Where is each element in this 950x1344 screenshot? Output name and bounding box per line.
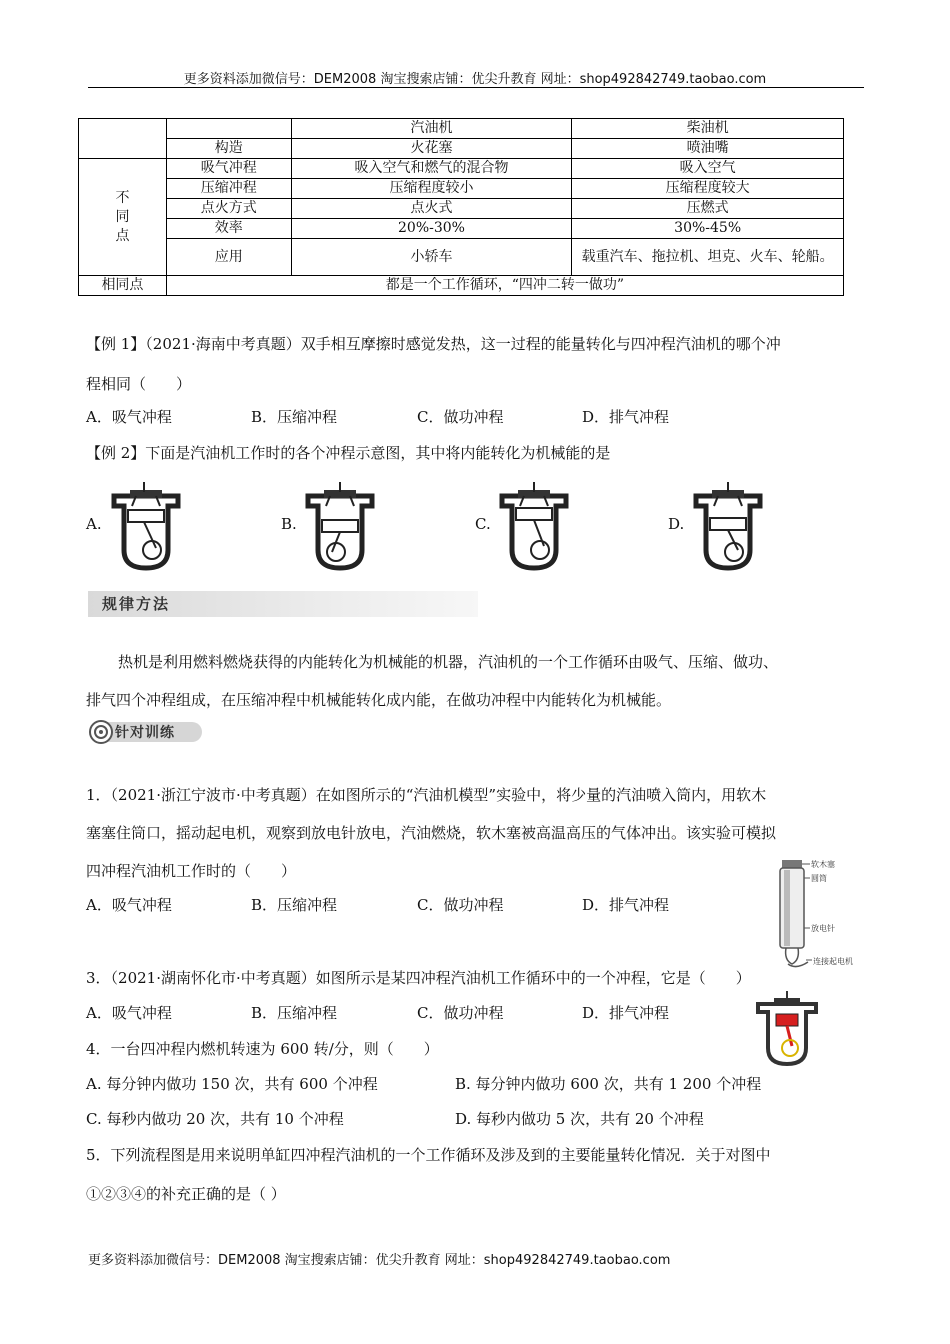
ex1-option-d: D．排气冲程 xyxy=(582,408,670,426)
page-header: 更多资料添加微信号：DEM2008 淘宝搜索店铺：优尖升教育 网址：shop492842749.taobao.com xyxy=(183,72,767,87)
label-cylinder: 圆筒 xyxy=(811,874,827,883)
engine-diagram-a xyxy=(104,480,188,572)
training-title: 针对训练 xyxy=(115,725,175,741)
q1-option-c: C．做功冲程 xyxy=(417,896,504,914)
q4-option-a: A. 每分钟内做功 150 次，共有 600 个冲程 xyxy=(86,1075,378,1093)
q3-option-a: A．吸气冲程 xyxy=(86,1004,172,1022)
cylinder-model-figure xyxy=(762,856,862,976)
table-cell: 都是一个工作循环，“四冲二转一做功” xyxy=(166,276,843,296)
diff-label-text: 不 同 点 xyxy=(115,189,130,244)
table-row xyxy=(79,219,844,239)
table-cell: 20%-30% xyxy=(291,219,572,239)
ex2-label-d: D. xyxy=(668,515,685,533)
page-footer: 更多资料添加微信号：DEM2008 淘宝搜索店铺：优尖升教育 网址：shop492842749.taobao.com xyxy=(88,1253,671,1268)
table-row xyxy=(79,139,844,159)
engine-diagram-d xyxy=(686,480,770,572)
label-needle: 放电针 xyxy=(811,924,835,933)
q3-option-b: B．压缩冲程 xyxy=(251,1004,338,1022)
table-row xyxy=(79,239,844,276)
q1-option-d: D．排气冲程 xyxy=(582,896,670,914)
ex1-line2: 程相同（ ） xyxy=(86,375,192,393)
q1-line1: 1．（2021·浙江宁波市·中考真题）在如图所示的“汽油机模型”实验中，将少量的汽油喷入筒内，用软木 xyxy=(86,786,767,804)
label-cork: 软木塞 xyxy=(811,860,835,869)
table-cell: 压燃式 xyxy=(572,199,844,219)
table-cell: 火花塞 xyxy=(291,139,572,159)
q1-option-b: B．压缩冲程 xyxy=(251,896,338,914)
corner-cell xyxy=(79,119,167,159)
row-label: 吸气冲程 xyxy=(166,159,291,179)
table-cell: 点火式 xyxy=(291,199,572,219)
engine-diagram-b xyxy=(298,480,382,572)
q1-option-a: A．吸气冲程 xyxy=(86,896,172,914)
method-line1: 热机是利用燃料燃烧获得的内能转化为机械能的机器，汽油机的一个工作循环由吸气、压缩、做功、 xyxy=(118,653,779,671)
row-label: 压缩冲程 xyxy=(166,179,291,199)
table-cell: 载重汽车、拖拉机、坦克、火车、轮船。 xyxy=(572,239,844,276)
q4-option-b: B. 每分钟内做功 600 次，共有 1 200 个冲程 xyxy=(455,1075,762,1093)
row-label: 相同点 xyxy=(79,276,167,296)
table-cell: 喷油嘴 xyxy=(572,139,844,159)
table-row xyxy=(79,179,844,199)
row-label: 应用 xyxy=(166,239,291,276)
ex2-label-c: C. xyxy=(475,515,491,533)
method-title: 规律方法 xyxy=(102,595,171,613)
table-cell: 小轿车 xyxy=(291,239,572,276)
row-label: 效率 xyxy=(166,219,291,239)
ex2-label-b: B. xyxy=(281,515,297,533)
ex1-line1: 【例 1】（2021·海南中考真题）双手相互摩擦时感觉发热，这一过程的能量转化与四冲程汽油机的哪个冲 xyxy=(86,335,781,353)
table-row xyxy=(79,276,844,296)
engine-diagram-c xyxy=(492,480,576,572)
table-cell: 压缩程度较小 xyxy=(291,179,572,199)
row-label: 构造 xyxy=(166,139,291,159)
table-cell: 吸入空气 xyxy=(572,159,844,179)
q4-option-c: C. 每秒内做功 20 次，共有 10 个冲程 xyxy=(86,1110,344,1128)
q4-line1: 4．一台四冲程内燃机转速为 600 转/分，则（ ） xyxy=(86,1040,439,1058)
ex1-option-c: C．做功冲程 xyxy=(417,408,504,426)
header-diesel: 柴油机 xyxy=(572,119,844,139)
table-row xyxy=(79,159,844,179)
q4-option-d: D. 每秒内做功 5 次，共有 20 个冲程 xyxy=(455,1110,704,1128)
label-generator: 连接起电机 xyxy=(813,957,853,966)
table-cell: 30%-45% xyxy=(572,219,844,239)
q3-engine-figure xyxy=(752,990,822,1068)
ex1-option-a: A．吸气冲程 xyxy=(86,408,172,426)
table-cell: 压缩程度较大 xyxy=(572,179,844,199)
q1-line3: 四冲程汽油机工作时的（ ） xyxy=(86,862,297,880)
row-label: 点火方式 xyxy=(166,199,291,219)
table-row xyxy=(79,199,844,219)
table-row xyxy=(79,119,844,139)
q5-line2: ①②③④的补充正确的是（ ） xyxy=(86,1185,286,1203)
method-line2: 排气四个冲程组成，在压缩冲程中机械能转化成内能，在做功冲程中内能转化为机械能。 xyxy=(86,691,672,709)
ex2-label-a: A. xyxy=(86,515,102,533)
header-gasoline: 汽油机 xyxy=(291,119,572,139)
table-cell: 吸入空气和燃气的混合物 xyxy=(291,159,572,179)
diff-label xyxy=(79,159,167,276)
q1-line2: 塞塞住筒口，摇动起电机，观察到放电针放电，汽油燃烧，软木塞被高温高压的气体冲出。该实验可模拟 xyxy=(86,824,777,842)
ex2-text: 【例 2】下面是汽油机工作时的各个冲程示意图，其中将内能转化为机械能的是 xyxy=(86,444,611,462)
table-cell xyxy=(166,119,291,139)
q3-option-d: D．排气冲程 xyxy=(582,1004,670,1022)
q5-line1: 5．下列流程图是用来说明单缸四冲程汽油机的一个工作循环及涉及到的主要能量转化情况．关于对图中 xyxy=(86,1146,771,1164)
q3-line1: 3．（2021·湖南怀化市·中考真题）如图所示是某四冲程汽油机工作循环中的一个冲程，它是（ ） xyxy=(86,969,751,987)
header-divider xyxy=(88,87,864,88)
ex1-option-b: B．压缩冲程 xyxy=(251,408,338,426)
q3-option-c: C．做功冲程 xyxy=(417,1004,504,1022)
comparison-table xyxy=(78,118,844,296)
